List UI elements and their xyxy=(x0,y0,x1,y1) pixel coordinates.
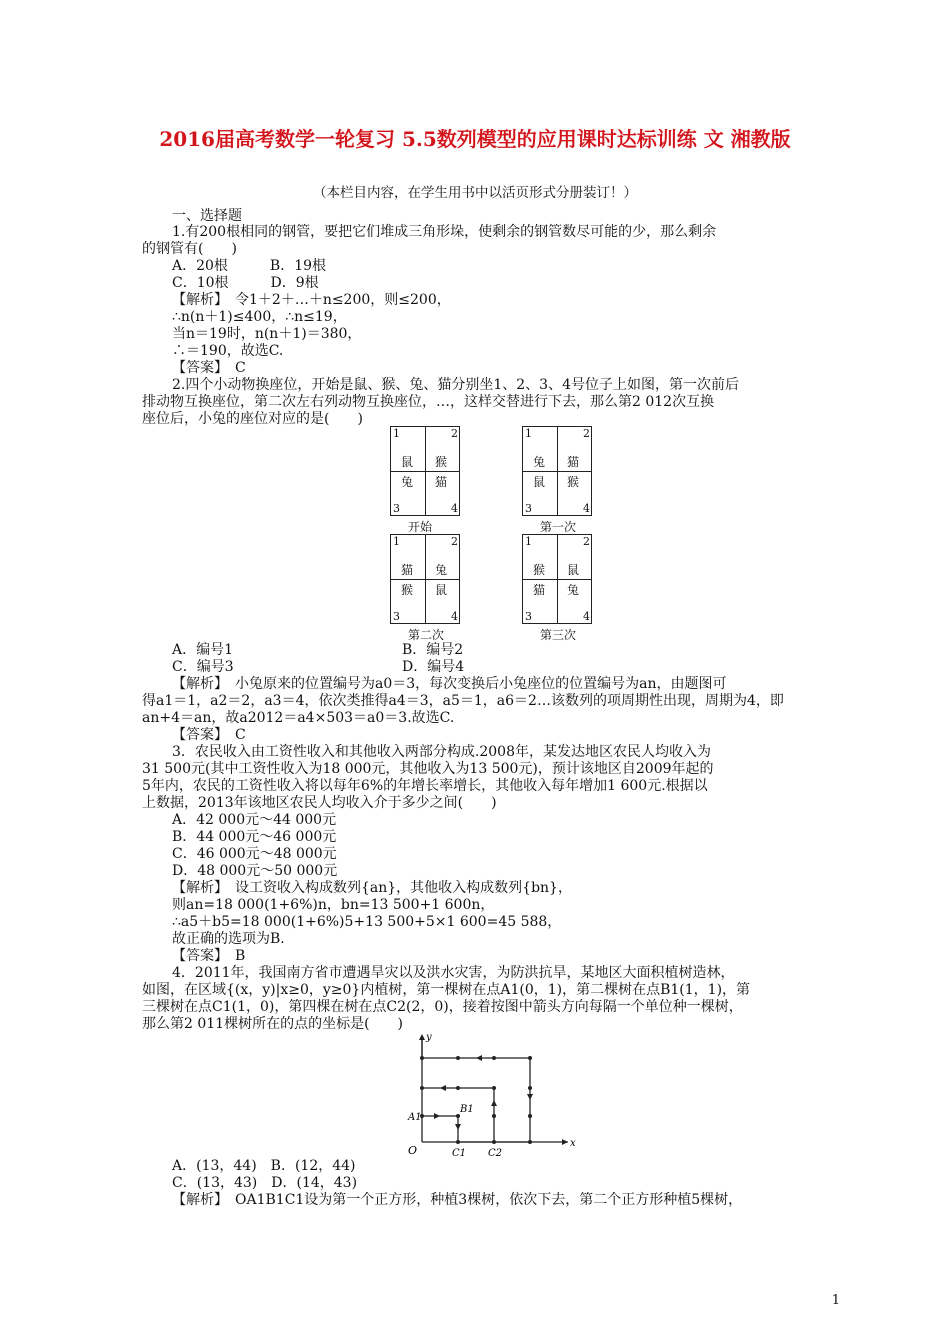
animal-label: 猫 xyxy=(533,583,546,597)
text-line: 的钢管有( ) xyxy=(142,241,237,257)
seat-number: 2 xyxy=(451,427,458,440)
text-line: 1.有200根相同的钢管，要把它们堆成三角形垛，使剩余的钢管数尽可能的少，那么剩余 xyxy=(172,224,717,240)
animal-label: 鼠 xyxy=(533,475,546,489)
x-axis-label: x xyxy=(570,1138,576,1149)
seat-number: 2 xyxy=(583,535,590,548)
animal-label: 猴 xyxy=(401,583,414,597)
option-line: B．编号2 xyxy=(402,642,464,658)
seat-number: 3 xyxy=(393,502,400,515)
seat-number: 2 xyxy=(451,535,458,548)
analysis-line: 则an=18 000(1+6%)n，bn=13 500+1 600n， xyxy=(172,897,495,913)
animal-label: 鼠 xyxy=(567,563,580,577)
text-line: 上数据，2013年该地区农民人均收入介于多少之间( ) xyxy=(142,795,497,811)
text-line: 4．2011年，我国南方省市遭遇旱灾以及洪水灾害，为防洪抗旱，某地区大面积植树造林， xyxy=(172,965,735,981)
text-line: 2.四个小动物换座位，开始是鼠、猴、兔、猫分别坐1、2、3、4号位子上如图，第一次前后 xyxy=(172,377,739,393)
seat-number: 4 xyxy=(451,502,458,515)
option-line: A．编号1 xyxy=(172,642,234,658)
seat-grid-caption: 开始 xyxy=(408,520,433,534)
page-title: 2016届高考数学一轮复习 5.5数列模型的应用课时达标训练 文 湘教版 xyxy=(159,127,791,151)
option-line: B．44 000元～46 000元 xyxy=(172,829,337,845)
page-number: 1 xyxy=(831,1293,840,1308)
analysis-line: 【解析】 小兔原来的位置编号为a0＝3，每次变换后小兔座位的位置编号为an，由题图可 xyxy=(172,676,727,692)
analysis-line: ∴n(n＋1)≤400，∴n≤19， xyxy=(172,309,347,325)
seat-number: 3 xyxy=(393,610,400,623)
c2-label: C2 xyxy=(488,1148,503,1159)
option-line: C．10根 D．9根 xyxy=(172,275,319,291)
text-line: 5年内，农民的工资性收入将以每年6%的年增长率增长，其他收入每年增加1 600元.根据以 xyxy=(142,778,708,794)
a1-label: A1 xyxy=(408,1112,422,1123)
seat-grid xyxy=(390,534,460,624)
seat-number: 1 xyxy=(393,535,400,548)
seat-number: 3 xyxy=(525,502,532,515)
answer-line: 【答案】 B xyxy=(172,948,246,964)
text-line: 三棵树在点C1(1，0)，第四棵在树在点C2(2，0)，接着按图中箭头方向每隔一个单位种一棵树， xyxy=(142,999,743,1015)
text-line: 3．农民收入由工资性收入和其他收入两部分构成.2008年，某发达地区农民人均收入为 xyxy=(172,744,711,760)
option-line: D．编号4 xyxy=(402,659,465,675)
animal-label: 猴 xyxy=(567,475,580,489)
origin-label: O xyxy=(408,1144,418,1157)
analysis-line: ∴a5＋b5=18 000(1+6%)5+13 500+5×1 600=45 588， xyxy=(172,914,562,930)
seat-number: 3 xyxy=(525,610,532,623)
text-line: 如图，在区域{(x，y)|x≥0，y≥0}内植树，第一棵树在点A1(0，1)，第二棵树在点B1(1，1)，第 xyxy=(142,982,751,998)
animal-label: 猴 xyxy=(435,455,448,469)
animal-label: 鼠 xyxy=(401,455,414,469)
c1-label: C1 xyxy=(452,1148,467,1159)
animal-label: 猫 xyxy=(401,563,414,577)
seat-grid-caption: 第二次 xyxy=(408,628,445,642)
analysis-line: 【解析】 令1＋2＋…＋n≤200，则≤200， xyxy=(172,292,451,308)
option-line: C．编号3 xyxy=(172,659,234,675)
seat-number: 2 xyxy=(583,427,590,440)
text-line: 31 500元(其中工资性收入为18 000元，其他收入为13 500元)，预计该地区自2009年起的 xyxy=(142,761,714,777)
text-line: 那么第2 011棵树所在的点的坐标是( ) xyxy=(142,1016,404,1032)
analysis-line: 得a1＝1，a2＝2，a3＝4，依次类推得a4＝3，a5＝1，a6＝2…该数列的项周期性出现，周期为4，即 xyxy=(142,693,784,709)
option-line: C．46 000元～48 000元 xyxy=(172,846,337,862)
analysis-line: 【解析】 设工资收入构成数列{an}，其他收入构成数列{bn}， xyxy=(172,880,572,896)
analysis-line: ∴＝190，故选C. xyxy=(172,343,284,359)
analysis-line: 【解析】 OA1B1C1设为第一个正方形，种植3棵树，依次下去，第二个正方形种植5棵树， xyxy=(172,1192,743,1208)
seat-grid-caption: 第一次 xyxy=(540,520,577,534)
answer-line: 【答案】 C xyxy=(172,360,246,376)
text-line: 排动物互换座位，第二次左右列动物互换座位，…，这样交替进行下去，那么第2 012次互换 xyxy=(142,394,715,410)
seat-grid-caption: 第三次 xyxy=(540,628,577,642)
animal-label: 兔 xyxy=(435,563,448,577)
analysis-line: 当n＝19时，n(n＋1)＝380， xyxy=(172,326,362,342)
page-subtitle: （本栏目内容，在学生用书中以活页形式分册装订！） xyxy=(313,185,637,201)
seat-number: 1 xyxy=(525,535,532,548)
analysis-line: 故正确的选项为B. xyxy=(172,931,285,947)
animal-label: 猴 xyxy=(533,563,546,577)
animal-label: 鼠 xyxy=(435,583,448,597)
seat-number: 4 xyxy=(583,502,590,515)
seat-grid xyxy=(390,426,460,516)
option-line: A．42 000元～44 000元 xyxy=(172,812,337,828)
text-line: 座位后，小兔的座位对应的是( ) xyxy=(142,411,363,427)
seat-number: 4 xyxy=(451,610,458,623)
seat-grid xyxy=(522,426,592,516)
option-line: A．20根 B．19根 xyxy=(172,258,327,274)
option-line: D．48 000元～50 000元 xyxy=(172,863,338,879)
option-line: C．(13，43) D．(14，43) xyxy=(172,1175,358,1191)
planting-diagram xyxy=(400,1030,585,1160)
section-heading: 一、选择题 xyxy=(172,208,242,224)
animal-label: 兔 xyxy=(567,583,580,597)
option-line: A．(13，44) B．(12，44) xyxy=(172,1158,356,1174)
b1-label: B1 xyxy=(460,1104,474,1115)
seat-number: 4 xyxy=(583,610,590,623)
seat-grid xyxy=(522,534,592,624)
y-axis-label: y xyxy=(426,1032,432,1043)
animal-label: 兔 xyxy=(401,475,414,489)
answer-line: 【答案】 C xyxy=(172,727,246,743)
analysis-line: an+4＝an，故a2012＝a4×503＝a0＝3.故选C. xyxy=(142,710,455,726)
animal-label: 猫 xyxy=(567,455,580,469)
animal-label: 猫 xyxy=(435,475,448,489)
seat-number: 1 xyxy=(525,427,532,440)
seat-number: 1 xyxy=(393,427,400,440)
animal-label: 兔 xyxy=(533,455,546,469)
